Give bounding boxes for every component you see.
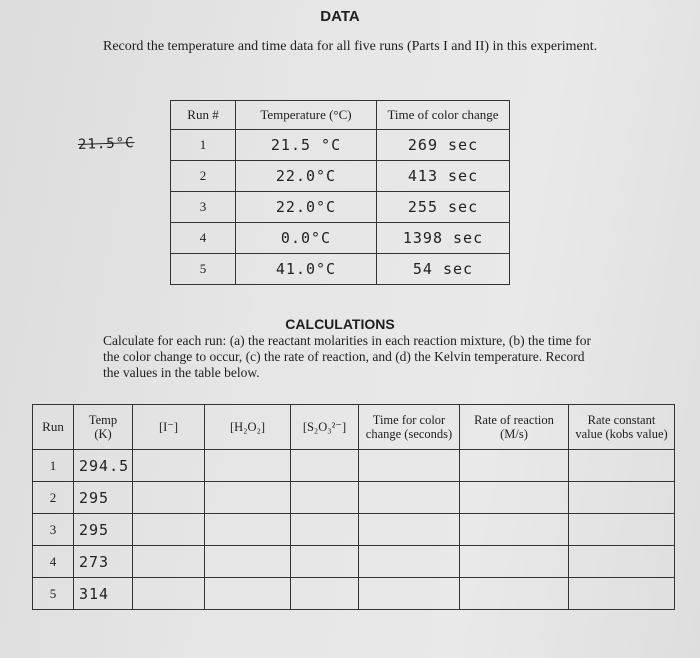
header-thiosulfate: [S₂O₃²⁻] — [291, 405, 359, 450]
run-number: 3 — [33, 514, 74, 546]
time-cell: 413 sec — [377, 161, 510, 192]
data-table-header-row — [171, 101, 510, 130]
run-number: 3 — [171, 192, 236, 223]
empty-cell — [569, 450, 675, 482]
header-temp-line2: (K) — [94, 427, 112, 441]
empty-cell — [205, 546, 291, 578]
table-row — [33, 514, 675, 546]
empty-cell — [291, 450, 359, 482]
header-k-line2: value (kobs value) — [575, 427, 668, 441]
table-row — [33, 546, 675, 578]
empty-cell — [133, 450, 205, 482]
time-cell: 54 sec — [377, 254, 510, 285]
margin-note: 21.5°C — [77, 135, 135, 153]
table-row — [33, 578, 675, 610]
header-h2o2: [H₂O₂] — [205, 405, 291, 450]
empty-cell — [460, 514, 569, 546]
run-number: 5 — [171, 254, 236, 285]
empty-cell — [205, 482, 291, 514]
temperature-cell: 41.0°C — [236, 254, 377, 285]
empty-cell — [569, 482, 675, 514]
table-row — [171, 254, 510, 285]
header-run: Run # — [171, 101, 236, 130]
header-temp-line1: Temp — [88, 413, 118, 427]
empty-cell — [359, 514, 460, 546]
calculations-title: CALCULATIONS — [285, 316, 395, 332]
table-row — [171, 192, 510, 223]
empty-cell — [359, 450, 460, 482]
empty-cell — [359, 482, 460, 514]
page-title: DATA — [320, 8, 360, 25]
run-number: 2 — [33, 482, 74, 514]
table-row — [33, 482, 675, 514]
table-row — [33, 450, 675, 482]
temp-k-cell: 273 — [74, 546, 133, 578]
header-time-line1: Time for color — [372, 413, 446, 427]
data-instructions: Record the temperature and time data for all five runs (Parts I and II) in this experiment. — [103, 39, 598, 54]
empty-cell — [460, 546, 569, 578]
run-number: 1 — [171, 130, 236, 161]
run-number: 4 — [171, 223, 236, 254]
empty-cell — [133, 578, 205, 610]
empty-cell — [205, 450, 291, 482]
empty-cell — [569, 546, 675, 578]
temperature-cell: 21.5 °C — [236, 130, 377, 161]
data-table — [170, 100, 510, 285]
empty-cell — [133, 514, 205, 546]
time-cell: 1398 sec — [377, 223, 510, 254]
empty-cell — [291, 578, 359, 610]
run-number: 1 — [33, 450, 74, 482]
run-number: 4 — [33, 546, 74, 578]
table-row — [171, 130, 510, 161]
calc-table-header-row — [33, 405, 675, 450]
header-time-line2: change (seconds) — [365, 427, 453, 441]
header-run: Run — [33, 405, 74, 450]
empty-cell — [205, 514, 291, 546]
header-rate-constant — [569, 405, 675, 450]
empty-cell — [460, 578, 569, 610]
table-row — [171, 161, 510, 192]
header-temperature: Temperature (°C) — [236, 101, 377, 130]
empty-cell — [569, 578, 675, 610]
empty-cell — [205, 578, 291, 610]
header-temp-k — [74, 405, 133, 450]
empty-cell — [291, 482, 359, 514]
empty-cell — [359, 578, 460, 610]
header-time: Time of color change — [377, 101, 510, 130]
temperature-cell: 22.0°C — [236, 161, 377, 192]
time-cell: 269 sec — [377, 130, 510, 161]
empty-cell — [569, 514, 675, 546]
temp-k-cell: 314 — [74, 578, 133, 610]
temp-k-cell: 295 — [74, 514, 133, 546]
empty-cell — [291, 514, 359, 546]
header-rate-line2: (M/s) — [500, 427, 528, 441]
header-rate — [460, 405, 569, 450]
header-rate-line1: Rate of reaction — [474, 413, 554, 427]
empty-cell — [359, 546, 460, 578]
header-time — [359, 405, 460, 450]
temperature-cell: 0.0°C — [236, 223, 377, 254]
empty-cell — [460, 482, 569, 514]
header-iodide: [I⁻] — [133, 405, 205, 450]
run-number: 5 — [33, 578, 74, 610]
header-k-line1: Rate constant — [587, 413, 656, 427]
empty-cell — [291, 546, 359, 578]
empty-cell — [133, 546, 205, 578]
time-cell: 255 sec — [377, 192, 510, 223]
empty-cell — [460, 450, 569, 482]
temp-k-cell: 295 — [74, 482, 133, 514]
calculations-table — [32, 404, 675, 610]
table-row — [171, 223, 510, 254]
calculations-instructions: Calculate for each run: (a) the reactant molarities in each reaction mixture, (b) the time for the color change to occur, (c) the rate of reaction, and (d) the Kelvin temperature. Record the values in the table below. — [103, 333, 592, 380]
temperature-cell: 22.0°C — [236, 192, 377, 223]
temp-k-cell: 294.5 — [74, 450, 133, 482]
run-number: 2 — [171, 161, 236, 192]
empty-cell — [133, 482, 205, 514]
